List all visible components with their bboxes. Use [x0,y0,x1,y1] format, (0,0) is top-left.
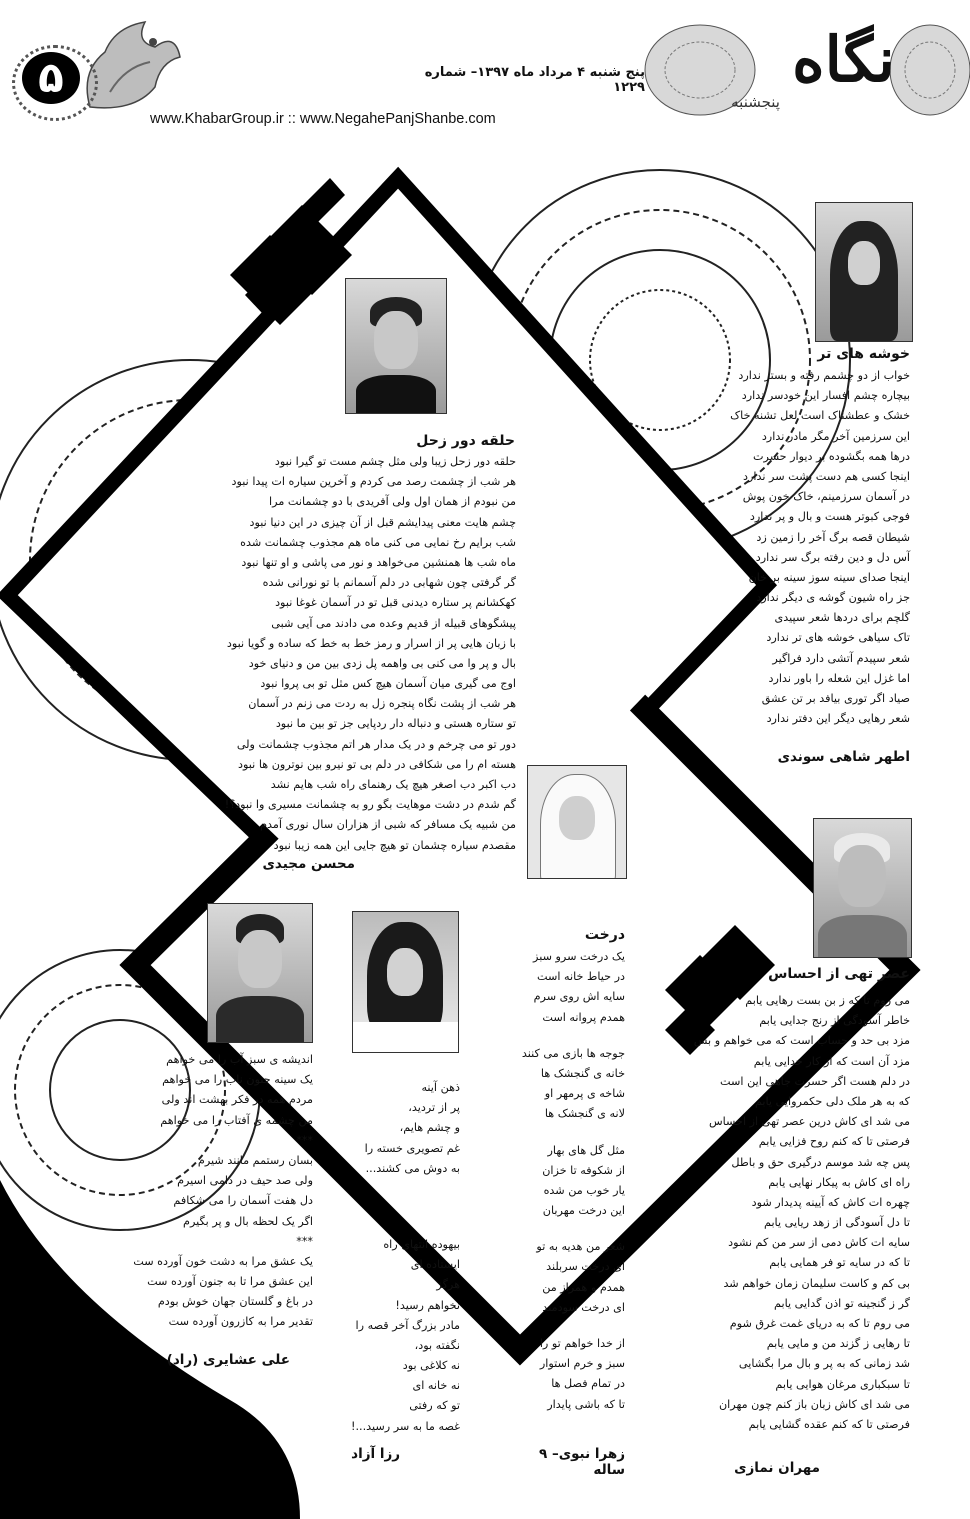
poem-line: خاطر آسودگی از رنج جدایی یابم [759,1014,910,1028]
poem-line: راه ای کاش به پیکار نهایی یابم [768,1175,910,1189]
poem-line: مقصدم سیاره چشمان تو هیچ جایی این همه زیبا نبود [273,838,516,852]
poem-line: تاک سیاهی خوشه های تر ندارد [766,631,910,645]
poem-line: تقدیر مرا به کازرون آورده ست [168,1315,313,1329]
poem-line: که به هر ملک دلی حکمروایی یابم [754,1094,910,1108]
poem-line: دل هفت آسمان را می شکافم [173,1194,313,1208]
poem-line: از شکوفه تا خزان [542,1163,625,1177]
author-photo-mohsen [345,278,447,414]
poem-line: فرصتی تا که کنم عقده گشایی یابم [748,1417,910,1431]
poem-line: و چشم هایم، [399,1121,460,1135]
poem-line: گر ز گنجینه تو اذن گدایی یابم [774,1296,910,1310]
poem-line: خشک و عطشناک است لعل تشنه خاک [730,409,910,423]
poem-line: مادر بزرگ آخر قصه را [355,1318,460,1332]
poem-author-derakht: زهرا نبوی– ۹ ساله [539,1446,625,1478]
poem-line: در دلم هست اگر حسرت جاهی این است [720,1074,910,1088]
poem-line: یک سینه جنون ناب را می خواهم [162,1073,313,1087]
poem-line: سبز و خرم استوار [539,1357,625,1371]
poem-title-khooshe: خوشه های تر [817,346,910,362]
poem-body-derakht [505,947,625,1415]
poem-line: صیاد اگر توری بیافد بر تن عشق [761,692,910,705]
poem-line: این سرزمین آخر مگر مادر ندارد [761,429,910,443]
poem-line: گر گرفتی چون شهابی در دلم آسمانم با تو نورانی شده [262,576,516,590]
poem-line: مردم همه در فکر بهشت اند ولی [161,1093,313,1107]
poem-line: بسان رستمم مانند شیرم [197,1153,313,1167]
poem-line: مزد آن است که از کار خدایی یابم [753,1054,910,1068]
poem-author-asr: مهران نمازی [734,1460,820,1476]
poem-line: شد زمانی که به پر و بال مرا بگشایی [738,1357,910,1371]
poem-line: من شبیه یک مسافر که شبی از هزاران سال نوری آمدم [260,818,516,832]
poem-line: بیچاره چشم افسار این خودسر ندارد [741,389,910,403]
poem-line: فرصتی تا که کنم روح فزایی یابم [758,1135,910,1149]
poem-line: تو ستاره هستی و دنباله دار ردپایی جز تو بین ما نبود [275,717,516,731]
poem-line: نه کلاغی بود [402,1359,460,1373]
poem-line: من نبودم از همان اول ولی آفریدی با دو چشمانت مرا [269,495,516,509]
poem-line: لانه ی گنجشک ها [544,1107,625,1121]
author-photo-athar [815,202,913,342]
poem-line: شیطان قصه برگ آخر را زمین زد [756,530,910,544]
poem-line: ولی صد حیف در دامی اسیرم [177,1174,313,1188]
poem-line: بال و پر وا می کنی بی واهمه پل زدی بین من و دنیای خود [248,656,516,670]
poem-author-khooshe: اطهر شاهی سوندی [777,749,910,765]
poem-line: خواب از دو چشمم رفته و بستر ندارد [738,369,910,382]
poem-line: از خدا خواهم تو را [539,1337,625,1350]
poem-line: چهره ات کاش که آیینه پدیدار شود [751,1195,910,1209]
poem-line: شعر رهایی دیگر این دفتر ندارد [766,712,910,726]
poem-title-zohal: حلقه دور زحل [416,433,515,449]
poem-line: می روم تا که ز بن بست رهایی یابم [745,994,910,1007]
poem-line: ماه شب ها همنشین می‌خواهد و نور می پاشی و او تنها نبود [241,555,516,569]
poem-line: غم تصویری خسته را [364,1141,460,1155]
poem-line: تا که باشی پایدار [547,1397,625,1411]
poem-line: اگر یک لحظه بال و پر بگیرم [183,1214,313,1228]
poem-line: سایه ات کاش دمی از سر من کم نشود [728,1236,910,1250]
poem-line: چشم هایت معنی پیدایشم قبل از آن چیزی در این دنیا نبود [249,515,516,529]
poem-line: به دوش می کشند... [365,1161,460,1175]
poem-line: گلچم برای دردها شعر سپیدی [774,611,910,625]
poem-line: تو که رفتی [409,1399,460,1413]
poem-line: با زبان هایی پر از اسرار و رمز خط به خط که ساده و گویا نبود [226,636,516,650]
page-number: ۵ [22,52,80,104]
poem-line: پیشگوهای قبیله از قدیم وعده می دادند می آیی شبی [271,616,516,630]
poem-author-zohal: محسن مجیدی [262,856,355,872]
author-photo-roza [352,911,459,1053]
poem-line: آس دل و دین رفته برگ سر ندارد [755,550,910,564]
poem-line: پس چه شد موسم درگیری حق و باطل [731,1155,910,1169]
poem-line: اینجا صدای سینه سوز سینه بر خان [748,570,910,584]
poem-line: هرگز [436,1278,460,1292]
poem-line: نگفته بود، [414,1338,460,1352]
poem-line: در حیاط خانه است [536,970,625,984]
poem-line: همدم و همراز من [542,1280,625,1294]
poem-line: گم شدم در دشت موهایت بگو رو به چشمانت مسیری وا نبود؟! [224,798,516,812]
poem-line: شاخه ی پرمهر او [544,1087,625,1101]
stanza-separator: *** [296,1234,313,1248]
poem-line: مثل گل های بهار [547,1143,625,1157]
poem-line: سایه اش روی سرم [533,990,625,1004]
poem-line: فوجی کبوتر هست و بال و پر ندارد [749,510,910,524]
poem-line: حلقه دور زحل زیبا ولی مثل چشم مست تو گیرا نبود [274,455,516,468]
poem-title-asr: عصر تهی از احساس [768,966,910,982]
poem-line: یک درخت سرو سبز [533,950,625,963]
poem-line: بی کم و کاست سلیمان زمان خواهم شد [723,1276,910,1290]
poem-line: جوجه ها بازی می کنند [521,1046,625,1060]
poem-line: می شد ای کاش درین عصر تهی از احساس [708,1115,910,1129]
poem-line: این درخت مهربان [542,1204,625,1218]
poem-line: در آسمان سرزمینم، خاک خون پوش [742,490,910,504]
poem-line: جز راه شیون گوشه ی دیگر ندارد [756,591,910,605]
poem-line: هسته ام را می شکافی در دلم بی تو نیرو بین نوترون ها نبود [238,757,516,771]
author-photo-zahra [527,765,627,879]
poem-line: اندیشه ی سبز آب را می خواهم [166,1053,313,1066]
poem-line: شعر من هدیه به تو [536,1240,625,1254]
poem-author-ali: علی عشایری (راد) [166,1352,290,1368]
poem-line: شعر سپیدم آتشی دارد فراگیر [772,651,910,665]
poem-line: ای درخت سودمند [542,1300,625,1314]
poem-line: مزد بی حد و حساب است که می خواهم و بس [693,1034,910,1048]
poem-line: هر شب از چشمت رصد می کردم و آخرین سیاره ات پیدا نبود [231,475,516,489]
poem-body-ali [133,1050,313,1333]
poem-body-khooshe [730,366,910,729]
poem-line: پر از تردید، [408,1101,460,1115]
poem-line: درها همه بگشوده بر دیوار حسرت [752,449,910,463]
poem-line: یار خوب من شده [543,1183,625,1197]
poem-line: دور تو می چرخم و در یک مدار هر اتم مجذوب چشمانت ولی [236,737,516,751]
poem-line: تا سبکباری مرغان هوایی یابم [775,1377,910,1391]
poem-line: این عشق مرا تا به جنون آورده ست [147,1275,313,1289]
poem-line: در تمام فصل ها [551,1377,625,1391]
poem-line: من چشمه ی آفتاب را می خواهم [160,1113,313,1127]
poem-line: شب برایم رخ نمایی می کنی ماه هم مجذوب چشمانت شده [240,535,516,549]
poem-line: نه خانه ای [412,1379,460,1393]
poem-body-roza [300,1078,460,1437]
poem-line: اوج می گیری میان آسمان هیچ کس مثل تو بی پروا نبود [260,677,516,691]
poem-line: همدم پروانه است [542,1010,625,1024]
author-photo-mehran [813,818,912,958]
poem-line: اینجا کسی هم دست پشت سر ندارد [743,469,910,483]
poem-title-derakht: درخت [584,927,625,943]
author-photo-ali [207,903,313,1043]
poem-line: یک عشق مرا به دشت خون آورده ست [133,1254,313,1268]
poem-line: دب اکبر دب اصغر هیچ یک رهنمای راه شب هایم نشد [270,778,516,791]
poem-line: می شد ای کاش زبان باز کنم چون مهران [718,1397,910,1411]
masthead-logo: نگاه [792,23,895,96]
poem-line: خانه ی گنجشک ها [540,1066,625,1080]
poem-line: بیهوده انتهای راه [383,1237,460,1251]
poem-body-asr [693,991,910,1435]
poem-line: می روم تا که به دریای غمت غرق شوم [729,1317,910,1330]
poem-line: اما غزل این شعله را باور ندارد [768,671,910,685]
poem-body-zohal [224,452,516,856]
poem-line: ای درخت سربلند [546,1260,625,1274]
poem-line: هر شب از پشت نگاه پنجره زل به ردت می زنم در آسمان [248,697,516,711]
stanza-separator: *** [296,1133,313,1147]
website-urls: www.KhabarGroup.ir :: www.NegahePanjShanbe.com [150,111,496,127]
poem-line: ایستاده ای [410,1258,460,1272]
poem-line: تا که در سایه تو فر همایی یابم [769,1256,910,1270]
poem-line: تا رهایی ز گزند من و مایی یابم [766,1337,910,1351]
poem-line: ذهن آینه [421,1081,460,1094]
issue-date: پنج شنبه ۴ مرداد ماه ۱۳۹۷– شماره ۱۲۲۹ [424,65,645,95]
masthead-sub: پنجشنبه [731,93,780,111]
poem-author-roza: رزا آزاد [351,1446,400,1462]
poem-line: کهکشانم پر ستاره دیدنی قبل تو در آسمان غوغا نبود [275,596,516,610]
poem-line: تا دل آسودگی از زهد ریایی یابم [764,1216,910,1230]
poem-line: در باغ و گلستان جهان خوش بودم [157,1295,313,1309]
poem-line: نخواهم رسید! [395,1298,460,1312]
poem-line: غصه ما به سر رسید...! [350,1419,460,1433]
